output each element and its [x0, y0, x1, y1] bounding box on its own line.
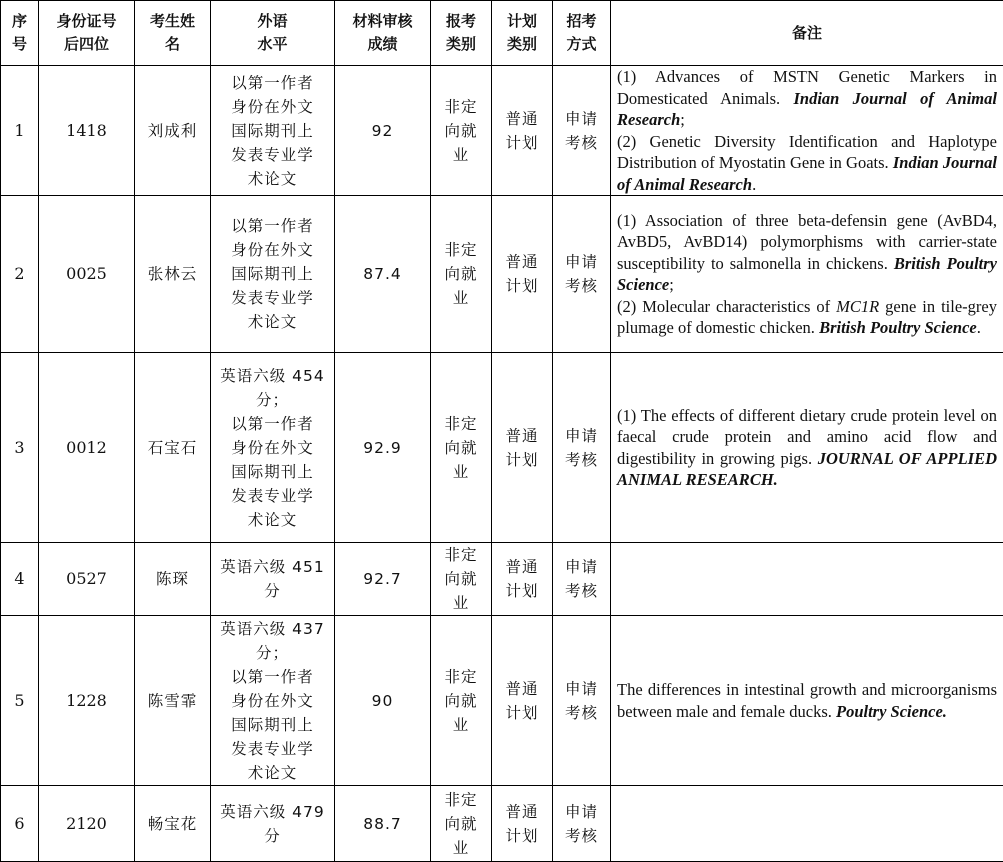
header-line: 考生姓	[139, 10, 206, 33]
mode-line: 考核	[557, 274, 606, 298]
category-line: 向就	[435, 436, 487, 460]
lang-line: 英语六级 437	[215, 617, 330, 641]
mode-line: 申请	[557, 677, 606, 701]
lang-line: 身份在外文	[215, 95, 330, 119]
cell-score	[335, 786, 431, 862]
remark-title: (1) Advances of MSTN Genetic Markers in Domesticated Animals.	[617, 67, 997, 108]
lang-line: 分；	[215, 388, 330, 412]
lang-line: 以第一作者	[215, 214, 330, 238]
cell-id4-text: 1228	[66, 691, 107, 710]
header-line: 类别	[496, 33, 548, 56]
remark-punct: .	[977, 318, 981, 337]
header-line: 方式	[557, 33, 606, 56]
header-score	[335, 1, 431, 66]
header-line: 序	[5, 10, 34, 33]
plan-line: 计划	[496, 448, 548, 472]
lang-line: 身份在外文	[215, 436, 330, 460]
remark-reference	[617, 210, 997, 296]
header-line: 备注	[615, 22, 999, 45]
cell-id4	[39, 616, 135, 786]
cell-id4	[39, 786, 135, 862]
remark-reference	[617, 405, 997, 491]
lang-line: 发表专业学	[215, 286, 330, 310]
header-line: 身份证号	[43, 10, 130, 33]
remark-journal: British Poultry Science	[819, 318, 977, 337]
mode-line: 申请	[557, 107, 606, 131]
cell-name	[135, 353, 211, 543]
lang-line: 国际期刊上	[215, 262, 330, 286]
cell-plan	[492, 353, 553, 543]
category-line: 非定	[435, 238, 487, 262]
remark-title: (1) The effects of different dietary crude protein level on faecal crude protein and amino acid flow and digestibility in growing pigs.	[617, 406, 997, 468]
cell-score-text: 88.7	[363, 815, 402, 833]
mode-line: 申请	[557, 250, 606, 274]
header-line: 招考	[557, 10, 606, 33]
category-line: 业	[435, 713, 487, 737]
table-row	[1, 616, 1003, 786]
cell-score-text: 87.4	[363, 265, 402, 283]
cell-category	[431, 353, 492, 543]
cell-category	[431, 196, 492, 353]
remark-punct: .	[752, 175, 756, 194]
header-lang	[211, 1, 335, 66]
cell-id4	[39, 353, 135, 543]
table-row	[1, 66, 1003, 196]
remark-title-cont: gene in tile-grey plumage of domestic chicken.	[617, 297, 997, 338]
cell-score	[335, 353, 431, 543]
category-line: 业	[435, 836, 487, 860]
plan-line: 普通	[496, 800, 548, 824]
cell-id4	[39, 66, 135, 196]
cell-score	[335, 66, 431, 196]
cell-score	[335, 196, 431, 353]
cell-seq	[1, 196, 39, 353]
lang-line: 术论文	[215, 761, 330, 785]
cell-id4-text: 0012	[66, 438, 107, 457]
category-line: 向就	[435, 812, 487, 836]
cell-score-text: 90	[372, 692, 394, 710]
remark-reference	[617, 66, 997, 131]
category-line: 业	[435, 143, 487, 167]
mode-line: 申请	[557, 800, 606, 824]
cell-remark	[611, 543, 1003, 616]
header-plan	[492, 1, 553, 66]
cell-seq-text: 4	[14, 569, 24, 588]
remark-journal: British Poultry Science	[617, 254, 997, 295]
cell-name	[135, 786, 211, 862]
cell-name	[135, 196, 211, 353]
cell-score	[335, 543, 431, 616]
cell-name	[135, 616, 211, 786]
lang-line: 以第一作者	[215, 412, 330, 436]
header-name	[135, 1, 211, 66]
mode-line: 申请	[557, 424, 606, 448]
remark-reference	[617, 296, 997, 339]
remark-punct: ;	[669, 275, 674, 294]
lang-line: 身份在外文	[215, 238, 330, 262]
cell-name-text: 畅宝花	[148, 815, 198, 833]
header-line: 后四位	[43, 33, 130, 56]
mode-line: 考核	[557, 579, 606, 603]
plan-line: 计划	[496, 701, 548, 725]
header-remark	[611, 1, 1003, 66]
cell-score-text: 92.7	[363, 570, 402, 588]
category-line: 业	[435, 460, 487, 484]
cell-remark	[611, 353, 1003, 543]
remark-journal: Poultry Science.	[836, 702, 947, 721]
cell-id4	[39, 543, 135, 616]
remark-reference	[617, 131, 997, 196]
header-id4	[39, 1, 135, 66]
category-line: 非定	[435, 788, 487, 812]
header-seq	[1, 1, 39, 66]
cell-category	[431, 66, 492, 196]
table-row	[1, 196, 1003, 353]
lang-line: 分	[215, 579, 330, 603]
header-line: 类别	[435, 33, 487, 56]
lang-line: 发表专业学	[215, 737, 330, 761]
lang-line: 国际期刊上	[215, 460, 330, 484]
cell-id4	[39, 196, 135, 353]
remark-title: (1) Association of three beta-defensin gene (AvBD4, AvBD5, AvBD14) polymorphisms with carrier-state susceptibility to salmonella in chickens.	[617, 211, 997, 273]
cell-score-text: 92.9	[363, 439, 402, 457]
lang-line: 英语六级 454	[215, 364, 330, 388]
header-line: 名	[139, 33, 206, 56]
cell-score	[335, 616, 431, 786]
lang-line: 术论文	[215, 167, 330, 191]
cell-remark	[611, 786, 1003, 862]
cell-seq-text: 5	[14, 691, 24, 710]
category-line: 业	[435, 591, 487, 615]
header-line: 号	[5, 33, 34, 56]
lang-line: 分	[215, 824, 330, 848]
cell-score-text: 92	[372, 122, 394, 140]
cell-name-text: 陈雪霏	[148, 692, 198, 710]
category-line: 非定	[435, 412, 487, 436]
lang-line: 国际期刊上	[215, 713, 330, 737]
cell-seq	[1, 786, 39, 862]
cell-name	[135, 543, 211, 616]
lang-line: 以第一作者	[215, 665, 330, 689]
header-line: 计划	[496, 10, 548, 33]
cell-remark	[611, 196, 1003, 353]
remark-title: The differences in intestinal growth and microorganisms between male and female ducks.	[617, 680, 997, 721]
cell-lang	[211, 543, 335, 616]
cell-id4-text: 1418	[66, 121, 107, 140]
header-line: 成绩	[339, 33, 426, 56]
category-line: 非定	[435, 95, 487, 119]
cell-seq-text: 6	[14, 814, 24, 833]
cell-seq	[1, 66, 39, 196]
remark-title: (2) Genetic Diversity Identification and Haplotype Distribution of Myostatin Gene in Goats.	[617, 132, 997, 173]
cell-seq-text: 3	[14, 438, 24, 457]
mode-line: 考核	[557, 701, 606, 725]
cell-name-text: 陈琛	[156, 570, 189, 588]
header-line: 外语	[215, 10, 330, 33]
plan-line: 普通	[496, 555, 548, 579]
cell-mode	[553, 616, 611, 786]
remark-gene: MC1R	[836, 297, 879, 316]
header-row	[1, 1, 1003, 66]
mode-line: 考核	[557, 824, 606, 848]
plan-line: 普通	[496, 250, 548, 274]
remark-journal: Indian Journal of Animal Research	[617, 89, 997, 130]
plan-line: 普通	[496, 424, 548, 448]
header-line: 报考	[435, 10, 487, 33]
category-line: 非定	[435, 665, 487, 689]
lang-line: 身份在外文	[215, 689, 330, 713]
cell-lang	[211, 786, 335, 862]
remark-punct: ;	[680, 110, 685, 129]
cell-mode	[553, 196, 611, 353]
plan-line: 计划	[496, 579, 548, 603]
cell-remark	[611, 616, 1003, 786]
cell-plan	[492, 66, 553, 196]
plan-line: 普通	[496, 107, 548, 131]
cell-seq	[1, 353, 39, 543]
cell-id4-text: 2120	[66, 814, 107, 833]
lang-line: 术论文	[215, 508, 330, 532]
header-line: 材料审核	[339, 10, 426, 33]
cell-lang	[211, 616, 335, 786]
table-row	[1, 543, 1003, 616]
cell-seq-text: 1	[14, 121, 24, 140]
header-line: 水平	[215, 33, 330, 56]
cell-plan	[492, 786, 553, 862]
lang-line: 国际期刊上	[215, 119, 330, 143]
category-line: 业	[435, 286, 487, 310]
lang-line: 分；	[215, 641, 330, 665]
plan-line: 普通	[496, 677, 548, 701]
lang-line: 发表专业学	[215, 143, 330, 167]
cell-name	[135, 66, 211, 196]
header-category	[431, 1, 492, 66]
remark-title: (2) Molecular characteristics of	[617, 297, 836, 316]
category-line: 非定	[435, 543, 487, 567]
cell-category	[431, 543, 492, 616]
plan-line: 计划	[496, 131, 548, 155]
lang-line: 英语六级 479	[215, 800, 330, 824]
remark-journal: Indian Journal of Animal Research	[617, 153, 997, 194]
cell-mode	[553, 66, 611, 196]
cell-category	[431, 786, 492, 862]
plan-line: 计划	[496, 824, 548, 848]
cell-name-text: 张林云	[148, 265, 198, 283]
cell-seq	[1, 616, 39, 786]
cell-id4-text: 0025	[66, 264, 107, 283]
category-line: 向就	[435, 567, 487, 591]
cell-remark	[611, 66, 1003, 196]
mode-line: 考核	[557, 448, 606, 472]
cell-lang	[211, 353, 335, 543]
remark-journal: JOURNAL OF APPLIED ANIMAL RESEARCH.	[617, 449, 997, 490]
lang-line: 发表专业学	[215, 484, 330, 508]
cell-seq-text: 2	[14, 264, 24, 283]
cell-lang	[211, 66, 335, 196]
cell-seq	[1, 543, 39, 616]
cell-plan	[492, 543, 553, 616]
cell-mode	[553, 786, 611, 862]
plan-line: 计划	[496, 274, 548, 298]
lang-line: 术论文	[215, 310, 330, 334]
cell-plan	[492, 616, 553, 786]
mode-line: 申请	[557, 555, 606, 579]
category-line: 向就	[435, 262, 487, 286]
category-line: 向就	[435, 689, 487, 713]
lang-line: 以第一作者	[215, 71, 330, 95]
cell-category	[431, 616, 492, 786]
cell-plan	[492, 196, 553, 353]
category-line: 向就	[435, 119, 487, 143]
cell-id4-text: 0527	[66, 569, 107, 588]
cell-name-text: 刘成利	[148, 122, 198, 140]
cell-mode	[553, 543, 611, 616]
cell-name-text: 石宝石	[148, 439, 198, 457]
remark-reference	[617, 679, 997, 722]
table-row	[1, 786, 1003, 862]
cell-mode	[553, 353, 611, 543]
lang-line: 英语六级 451	[215, 555, 330, 579]
table-row	[1, 353, 1003, 543]
cell-lang	[211, 196, 335, 353]
header-mode	[553, 1, 611, 66]
mode-line: 考核	[557, 131, 606, 155]
